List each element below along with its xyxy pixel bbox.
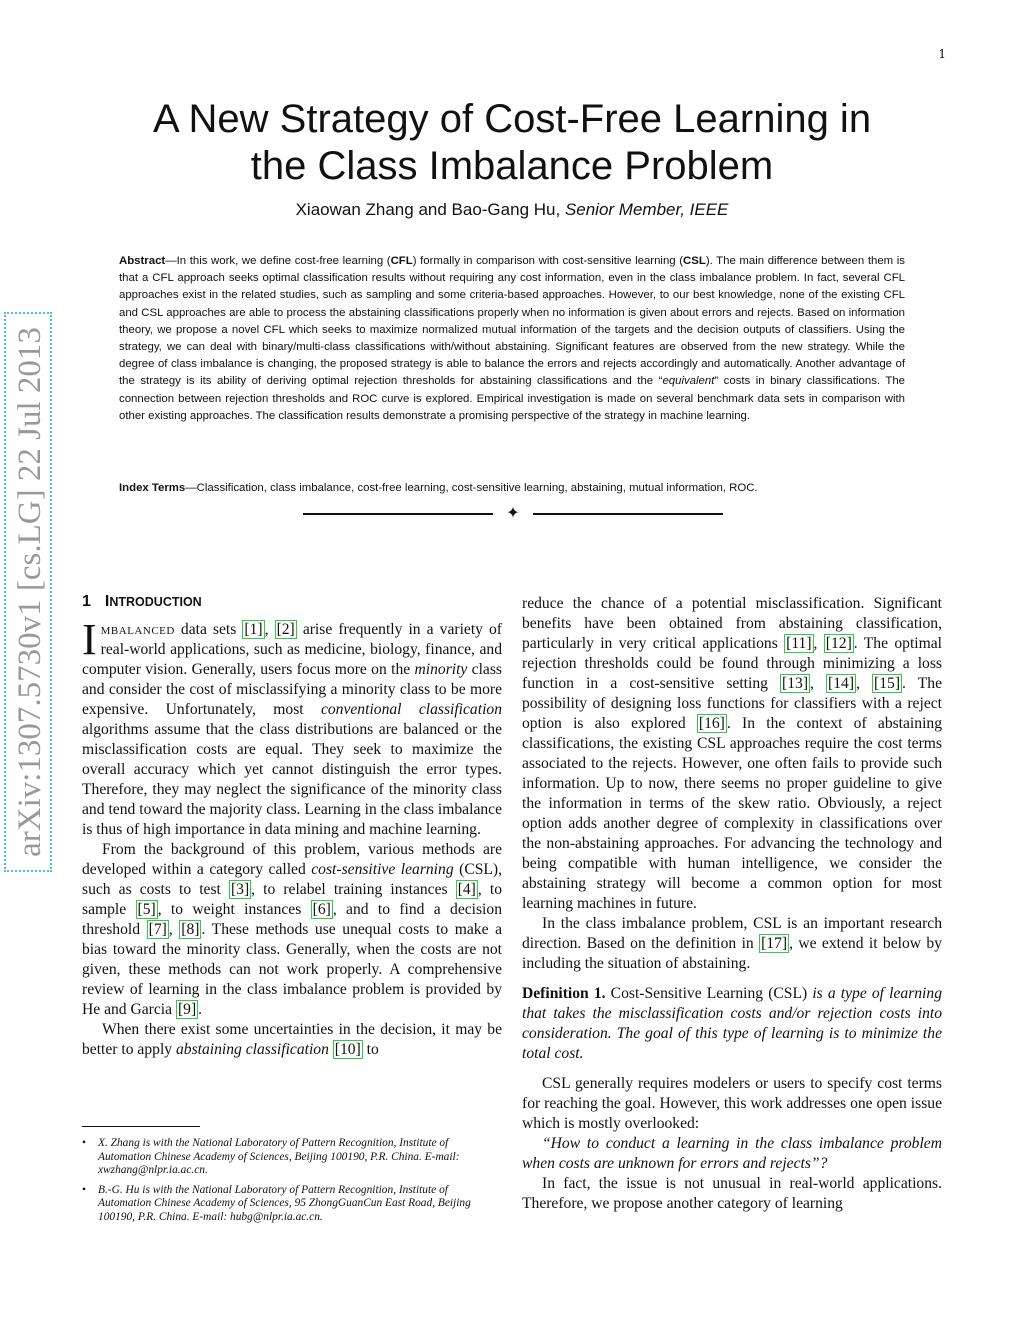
citation-link[interactable]: [3] (230, 881, 250, 898)
emphasis-text: conventional classification (320, 701, 502, 718)
body-text: class and consider the cost of misclassifying a minority class to be more expensive. Unfortunately, most (82, 661, 502, 718)
body-text: , and to find a decision threshold (82, 901, 502, 938)
emphasis-text: minority (414, 661, 468, 678)
citation-link[interactable]: [11] (786, 635, 812, 652)
citation-link[interactable]: [5] (137, 901, 156, 918)
emphasis-text: abstaining classification (175, 1041, 329, 1058)
index-terms-label: Index Terms (119, 482, 186, 494)
footnote-item (82, 1137, 502, 1178)
abstract-text: ” costs in binary classifications. The connection between rejection thresholds and ROC curve is explored. Empirical investigation is made on several benchmark data sets in comparison with other existing approaches. The classification results demonstrate a promising perspective of the strategy in machine learning. (119, 375, 905, 422)
right-paragraph-1 (522, 594, 942, 914)
index-terms (119, 480, 905, 497)
body-text: , (856, 675, 873, 692)
abstract-text: —In this work, we define cost-free learning ( (165, 255, 391, 267)
section-number: 1 (82, 593, 91, 610)
citation-link[interactable]: [1] (244, 621, 263, 638)
citation-link[interactable]: [15] (874, 675, 901, 692)
divider-diamond-icon: ✦ (506, 503, 520, 522)
author-role: Senior Member, IEEE (564, 200, 729, 219)
quote-text: “How to conduct a learning in the class imbalance problem when costs are unknown for errors and rejects”? (522, 1135, 942, 1172)
definition-1 (522, 984, 942, 1064)
citation-link[interactable]: [7] (148, 921, 167, 938)
index-terms-text: —Classification, class imbalance, cost-free learning, cost-sensitive learning, abstaining, mutual information, ROC. (185, 482, 758, 494)
footnote-rule (82, 1126, 200, 1127)
citation-link[interactable]: [8] (181, 921, 200, 938)
title-line-2: the Class Imbalance Problem (250, 144, 774, 188)
bullet-icon: • (82, 1137, 86, 1149)
body-text: , to sample (82, 881, 502, 918)
body-text: , to relabel training instances (251, 881, 456, 898)
small-caps-word: mbalanced (100, 621, 175, 638)
body-text: , to weight instances (157, 901, 311, 918)
body-text: , (810, 675, 827, 692)
body-text: , (168, 921, 180, 938)
footnote-item (82, 1184, 502, 1225)
citation-link[interactable]: [9] (177, 1001, 197, 1018)
body-text: data sets (174, 621, 243, 638)
body-text: From the background of this problem, various methods are developed within a category called (82, 841, 502, 878)
emphasis-text: cost-sensitive learning (311, 861, 454, 878)
section-title-rest: NTRODUCTION (109, 595, 202, 609)
divider-rule-right (533, 513, 723, 515)
citation-link[interactable]: [6] (312, 901, 331, 918)
citation-link[interactable]: [4] (457, 881, 476, 898)
citation-link[interactable]: [14] (828, 675, 855, 692)
footnotes (82, 1126, 502, 1230)
left-column (82, 592, 502, 1060)
footnote-text: B.-G. Hu is with the National Laboratory of Pattern Recognition, Institute of Automation Chinese Academy of Sciences, 95 ZhongGuanCun East Road, Beijing 100190, P.R. China. E-mail: hubg@nlpr.ia.ac.cn. (98, 1183, 471, 1223)
body-text: . The possibility of designing loss functions for classifiers with a reject option is also explored (522, 675, 943, 732)
citation-link[interactable]: [16] (698, 715, 725, 732)
intro-paragraph-1 (82, 615, 503, 840)
body-text: In the class imbalance problem, CSL is an important research direction. Based on the definition in (522, 915, 942, 952)
body-text: reduce the chance of a potential misclassification. Significant benefits have been obtained from abstaining classification, particularly in very critical applications (522, 595, 942, 652)
right-paragraph-2 (522, 914, 942, 974)
intro-paragraph-3 (82, 1020, 502, 1060)
body-text: (CSL), such as costs to test (82, 861, 503, 898)
body-text: . In the context of abstaining classifications, the existing CSL approaches require the cost terms associated to the rejects. However, one often fails to provide such information. Up to now, there seems no proper guideline to give the information in terms of the skew ratio. Obviously, a reject option adds another degree of complexity in classifications over the non-abstaining approaches. For advancing the technology and being compatible with human intelligence, we consider the abstaining strategy will become a common option for most learning machines in future. (522, 715, 942, 912)
right-paragraph-3: CSL generally requires modelers or users to specify cost terms for reaching the goal. However, this work addresses one open issue which is mostly overlooked: (522, 1075, 942, 1132)
citation-link[interactable]: [17] (761, 935, 788, 952)
title-line-1: A New Strategy of Cost-Free Learning in (152, 97, 872, 141)
body-text: algorithms assume that the class distributions are balanced or the misclassification costs are equal. They seek to maximize the overall accuracy which yet cannot distinguish the error types. Therefore, they may neglect the significance of the minority class and tend toward the majority class. Learning in the class imbalance is thus of high importance in data mining and machine learning. (82, 721, 502, 838)
section-divider (303, 505, 723, 523)
body-text: When there exist some uncertainties in the decision, it may be better to apply (82, 1021, 502, 1058)
section-heading-introduction (82, 592, 502, 614)
abstract-text: ) formally in comparison with cost-sensitive learning ( (412, 255, 684, 267)
body-text: , (813, 635, 824, 652)
definition-text: is a type of learning that takes the misclassification costs and/or rejection costs into consideration. The goal of this type of learning is to minimize the total cost. (522, 985, 942, 1062)
body-text: . (198, 1001, 203, 1018)
citation-link[interactable]: [10] (334, 1041, 361, 1058)
author-names: Xiaowan Zhang and Bao-Gang Hu, (295, 200, 561, 219)
body-text: , (264, 621, 275, 638)
body-text: , we extend it below by including the situation of abstaining. (522, 935, 942, 972)
drop-cap: I (82, 615, 97, 664)
abstract-label: Abstract (119, 255, 166, 267)
abstract (119, 253, 905, 425)
body-text: to (362, 1041, 379, 1058)
equivalent-term: equivalent (662, 375, 715, 388)
abstract-text: ). The main difference between them is that a CFL approach seeks optimal classification results without requiring any cost information, even in the class imbalance problem. In fact, several CFL approaches exist in the related studies, such as sampling and some criteria-based approaches. However, to our best knowledge, none of the existing CFL and CSL approaches are able to process the abstaining classifications properly when no information is given about errors and rejects. Based on information theory, we propose a novel CFL which seeks to maximize normalized mutual information of the targets and the decision outputs of classifiers. Using the strategy, we can deal with binary/multi-class classifications with/without abstaining. Significant features are observed from the new strategy. While the degree of class imbalance is changing, the proposed strategy is able to balance the errors and rejects accordingly and automatically. Another advantage of the strategy is its ability of deriving optimal rejection thresholds for abstaining classifications and the “ (119, 255, 905, 388)
section-title-cap: I (104, 593, 110, 610)
body-text: . The optimal rejection thresholds could be found through minimizing a loss function in a cost-sensitive setting (522, 635, 942, 692)
csl-acronym: CSL (683, 255, 706, 267)
right-column (522, 594, 942, 1214)
body-text: Cost-Sensitive Learning (CSL) (605, 985, 813, 1002)
paper-title (0, 96, 1024, 190)
author-line (0, 200, 1024, 220)
citation-link[interactable]: [2] (276, 621, 295, 638)
footnote-text: X. Zhang is with the National Laboratory of Pattern Recognition, Institute of Automation Chinese Academy of Sciences, Beijing 100190, P.R. China. E-mail: xwzhang@nlpr.ia.ac.cn. (98, 1137, 460, 1176)
definition-label: Definition 1. (522, 985, 606, 1002)
right-paragraph-4: In fact, the issue is not unusual in real-world applications. Therefore, we propose another category of learning (522, 1175, 942, 1212)
intro-paragraph-2 (82, 840, 502, 1020)
body-text: . These methods use unequal costs to make a bias toward the minority class. Generally, when the costs are not given, these methods can not work properly. A comprehensive review of learning in the class imbalance problem is provided by He and Garcia (82, 921, 502, 1018)
citation-link[interactable]: [13] (782, 675, 809, 692)
page-number: 1 (938, 47, 946, 61)
open-issue-quote (522, 1134, 942, 1174)
body-text: arise frequently in a variety of real-world applications, such as medicine, biology, finance, and computer vision. Generally, users focus more on the (82, 621, 503, 678)
bullet-icon: • (82, 1183, 86, 1196)
cfl-acronym: CFL (390, 255, 413, 267)
arxiv-stamp: arXiv:1307.5730v1 [cs.LG] 22 Jul 2013 (4, 312, 52, 872)
citation-link[interactable]: [12] (825, 635, 852, 652)
